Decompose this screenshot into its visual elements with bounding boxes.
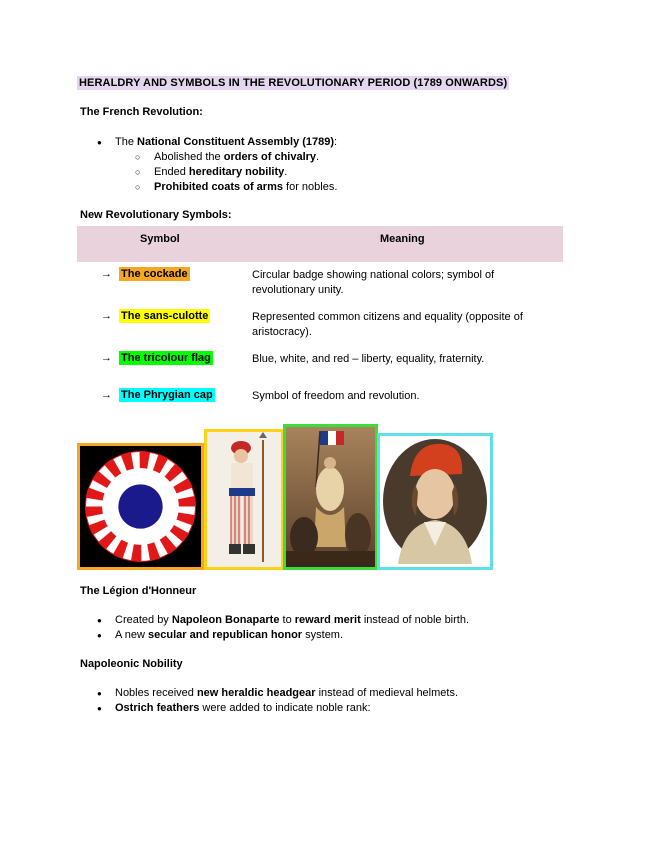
meaning-cell: Circular badge showing national colors; symbol of revolutionary unity. bbox=[252, 269, 495, 296]
french-revolution-list bbox=[97, 135, 617, 195]
phrygian-cap-portrait-image bbox=[377, 433, 493, 570]
section-heading-napoleonic-nobility: Napoleonic Nobility bbox=[80, 658, 183, 670]
sub-list-item: ○ Ended hereditary nobility. bbox=[135, 165, 617, 180]
list-item: ● Created by Napoleon Bonaparte to reward merit instead of noble birth. bbox=[97, 613, 617, 628]
napoleonic-list bbox=[97, 686, 617, 716]
symbol-label: The tricolour flag bbox=[121, 352, 211, 364]
sans-culotte-icon bbox=[207, 432, 281, 567]
section-heading-french-revolution: The French Revolution: bbox=[80, 106, 203, 118]
arrow-icon: → bbox=[101, 268, 112, 280]
symbol-cell bbox=[101, 389, 215, 401]
meaning-cell: Symbol of freedom and revolution. bbox=[252, 390, 420, 402]
meaning-cell: Represented common citizens and equality (opposite of aristocracy). bbox=[252, 311, 523, 338]
section-heading-symbols: New Revolutionary Symbols: bbox=[80, 209, 232, 221]
arrow-icon: → bbox=[101, 310, 112, 322]
phrygian-cap-portrait-icon bbox=[380, 436, 490, 567]
symbol-label: The sans-culotte bbox=[121, 310, 209, 322]
sub-list-item: ○ Abolished the orders of chivalry. bbox=[135, 150, 617, 165]
cockade-image bbox=[77, 443, 204, 570]
sub-list-item: ○ Prohibited coats of arms for nobles. bbox=[135, 180, 617, 195]
liberty-painting-image bbox=[283, 424, 378, 570]
arrow-icon: → bbox=[101, 389, 112, 401]
symbols-table bbox=[77, 226, 563, 402]
list-item: ● A new secular and republican honor system. bbox=[97, 628, 617, 643]
assembly-sub-list bbox=[115, 150, 617, 195]
symbol-cell bbox=[101, 352, 213, 364]
assembly-name: National Constituent Assembly (1789) bbox=[137, 136, 335, 148]
page-title: HERALDRY AND SYMBOLS IN THE REVOLUTIONARY PERIOD (1789 ONWARDS) bbox=[79, 77, 508, 89]
table-header bbox=[77, 226, 563, 262]
legion-list bbox=[97, 613, 617, 643]
liberty-painting-icon bbox=[286, 427, 375, 567]
symbol-label: The Phrygian cap bbox=[121, 389, 213, 401]
list-item: ● Nobles received new heraldic headgear instead of medieval helmets. bbox=[97, 686, 617, 701]
column-header-meaning: Meaning bbox=[380, 233, 425, 245]
symbol-cell bbox=[101, 310, 210, 322]
symbol-label: The cockade bbox=[121, 268, 188, 280]
list-item: ● The National Constituent Assembly (1789): ○ Abolished the orders of chivalry. ○ Ended hereditary nobility. ○ Prohibited coats of arms for nobles. bbox=[97, 135, 617, 195]
list-item: ● Ostrich feathers were added to indicate noble rank: bbox=[97, 701, 617, 716]
symbol-cell bbox=[101, 268, 190, 280]
meaning-cell: Blue, white, and red – liberty, equality, fraternity. bbox=[252, 353, 485, 365]
section-heading-legion-honneur: The Légion d'Honneur bbox=[80, 585, 197, 597]
column-header-symbol: Symbol bbox=[140, 233, 180, 245]
arrow-icon: → bbox=[101, 352, 112, 364]
sans-culotte-image bbox=[204, 429, 284, 570]
cockade-icon bbox=[80, 446, 201, 567]
